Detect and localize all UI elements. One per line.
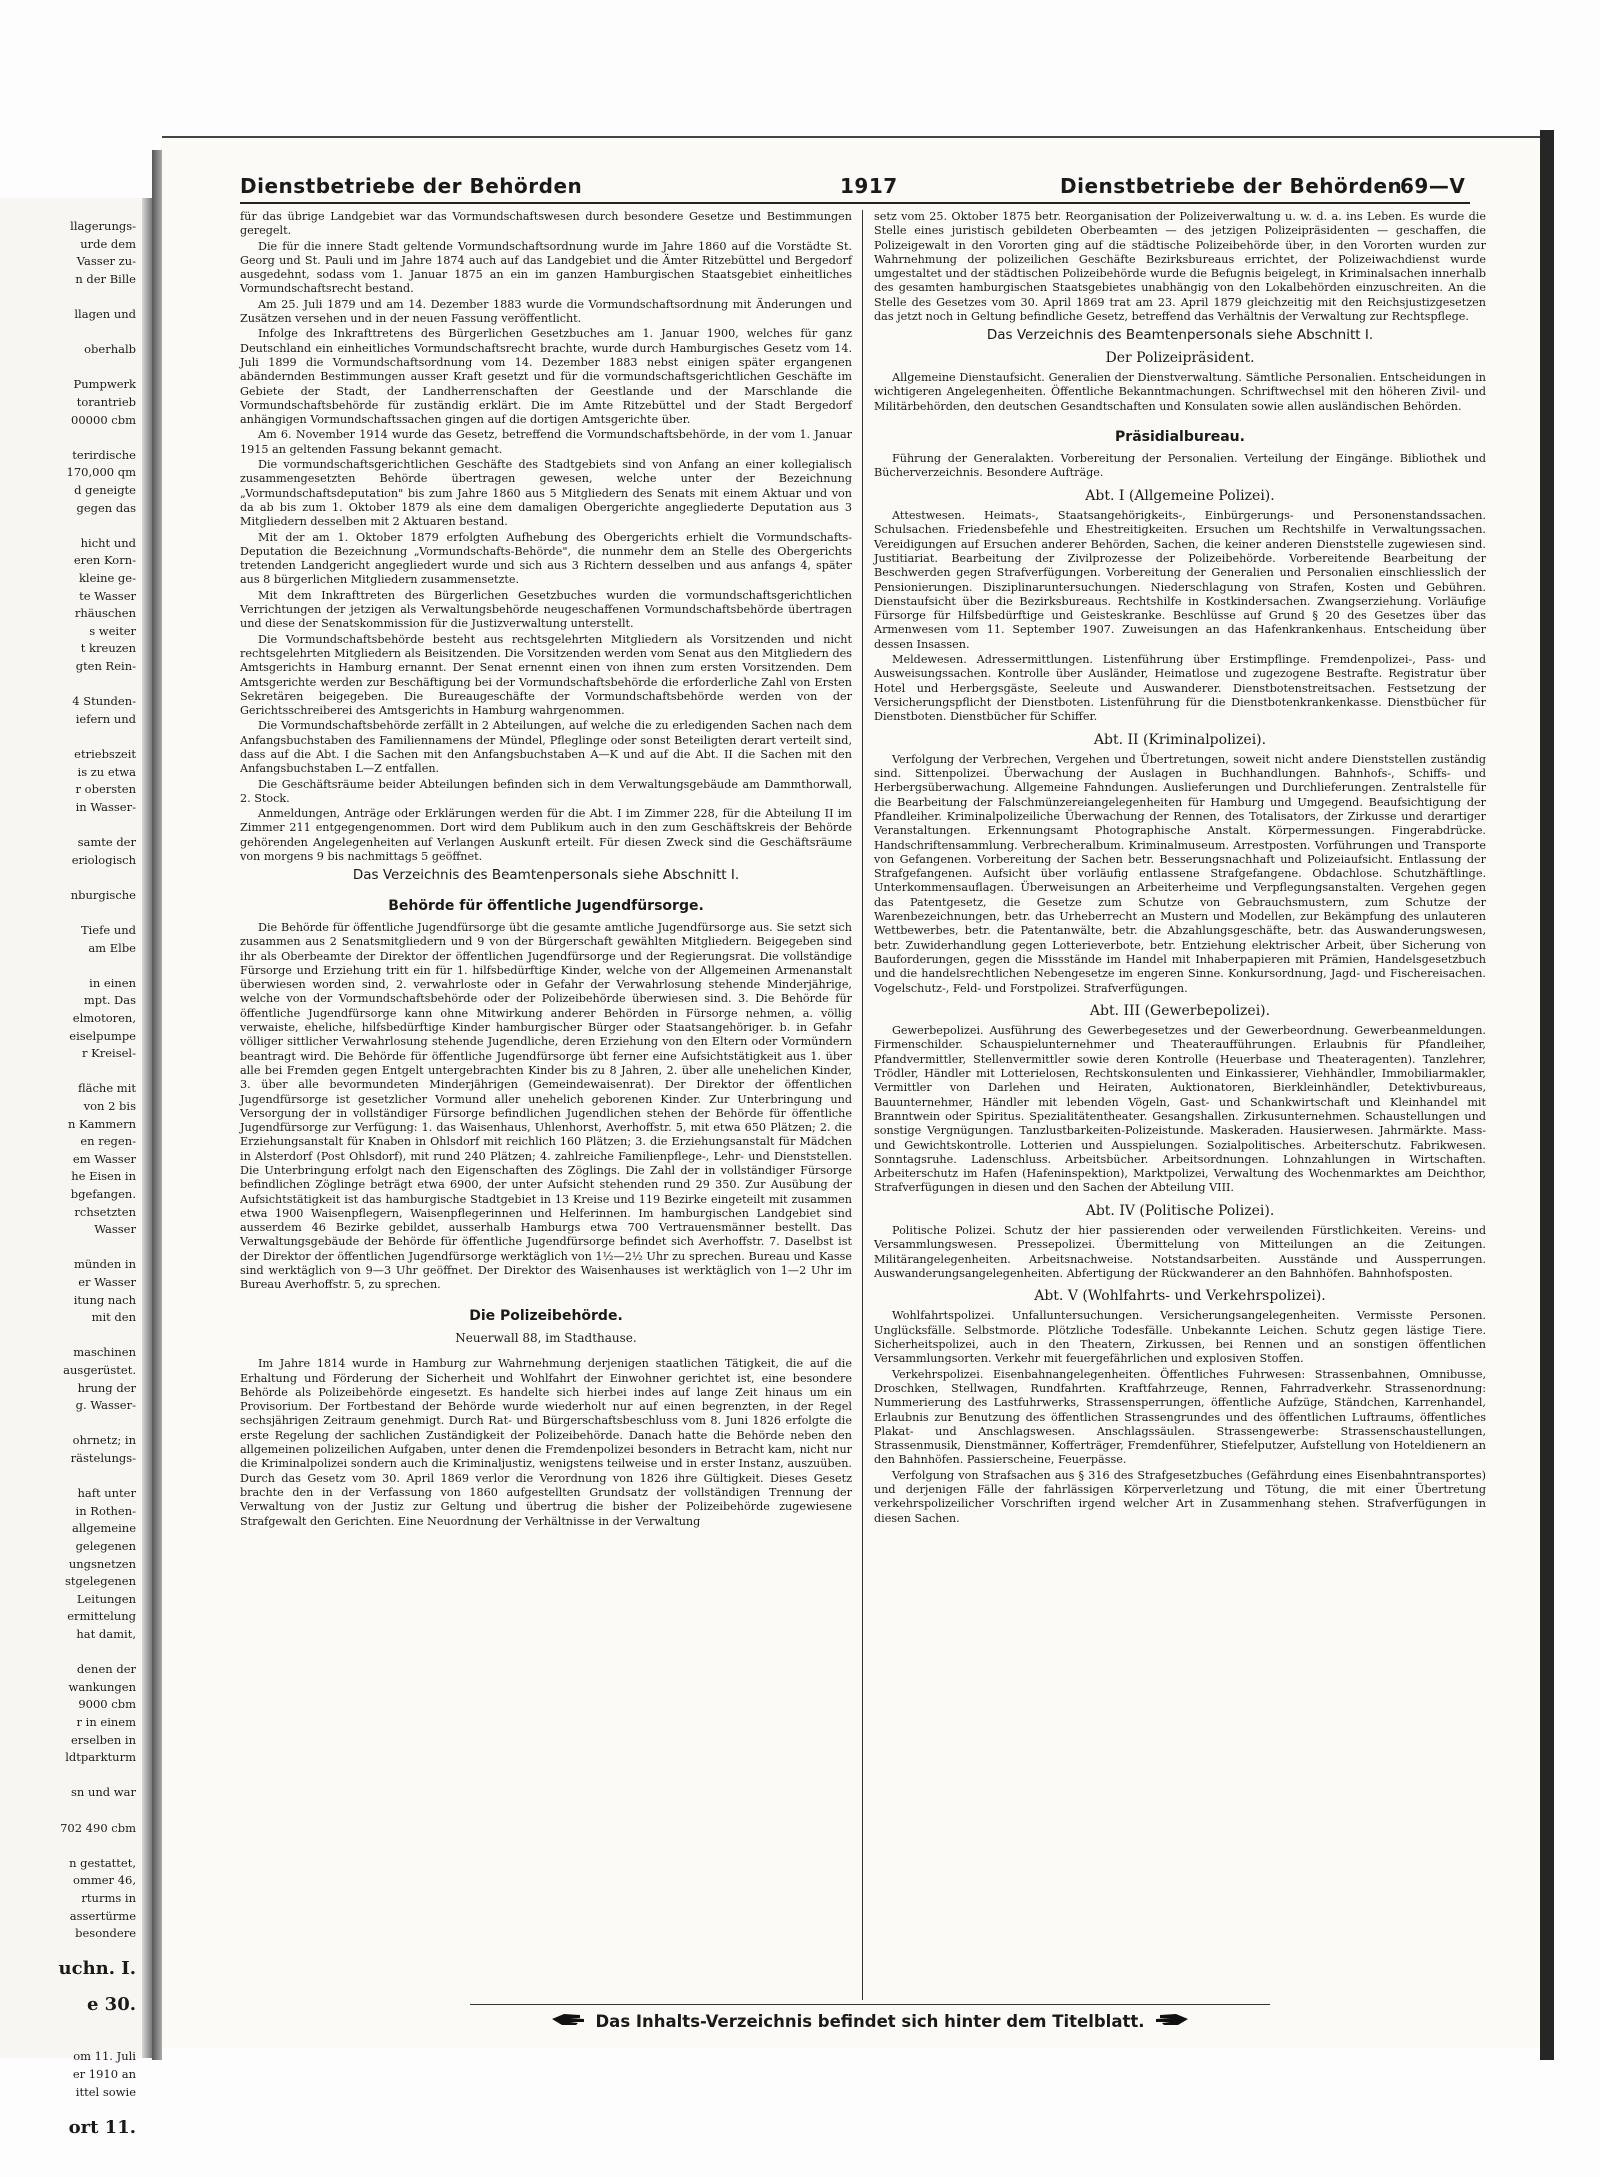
sliver-line: Wasser xyxy=(94,1222,136,1237)
footer-note xyxy=(470,2004,1270,2039)
section-heading: Präsidialbureau. xyxy=(1115,428,1245,445)
subsection-heading: Abt. I (Allgemeine Polizei). xyxy=(1085,487,1275,504)
sliver-line: ittel sowie xyxy=(75,2084,136,2099)
sliver-line: elmotoren, xyxy=(72,1011,136,1025)
sliver-line: mpt. Das xyxy=(83,993,136,1008)
paragraph: Verkehrspolizei. Eisenbahnangelegenheiten. Öffentliches Fuhrwesen: Strassenbahnen, Omnibusse, Droschken, Stellwagen, Rundfahrten. Kraftfahrzeuge, Rennen, Fahrradverkehr. Strassenordnung: Nummerierung des Lastfuhrwerks, Strassensperrungen, öffentliche Aufzüge, Ständchen, Karrenhandel, Erlaubnis zur Benutzung des öffentlichen Strassengrundes und des öffentlichen Luftraums, öffentliches Plakat- und Anschlagswesen. Anschlagssäulen. Strassengewerbe: Strassenschaustellungen, Strassenmusik, Dienstmänner, Kofferträger, Fremdenführer, Stiefelputzer, Aufstellung von Hoteldienern an den Bahnhöfen. Passierscheine, Feuerpässe. xyxy=(874,1367,1486,1467)
sliver-line: torantrieb xyxy=(76,395,136,409)
sliver-line: hicht und xyxy=(80,535,136,550)
previous-page-sliver xyxy=(0,198,153,2138)
paragraph: Verfolgung von Strafsachen aus § 316 des Strafgesetzbuches (Gefährdung eines Eisenbahntransportes) und derjenigen Fälle der fahrlässigen Körperverletzung und Tötung, die mit einer Übertretung verkehrspolizeilicher Vorschriften irgend welcher Art in Zusammenhang stehen. Strafverfügungen in diesen Sachen. xyxy=(874,1468,1486,1525)
sliver-line: mit den xyxy=(91,1310,136,1325)
sliver-line: s weiter xyxy=(89,623,136,638)
sliver-line: rhäuschen xyxy=(74,606,136,621)
sliver-line: ommer 46, xyxy=(73,1873,136,1888)
sliver-line: he Eisen in xyxy=(71,1169,136,1184)
sliver-line: Vasser zu- xyxy=(76,254,136,269)
column-divider xyxy=(862,210,863,2000)
sliver-line: r Kreisel- xyxy=(82,1046,136,1061)
sliver-line: sn und war xyxy=(71,1785,136,1800)
sliver-line: in Wasser- xyxy=(75,799,136,814)
paragraph: Die vormundschaftsgerichtlichen Geschäfte des Stadtgebiets sind von Anfang an einer kollegialisch zusammengesetzten Behörde übertragen gewesen, welche unter der Bezeichnung „Vormundschaftsdeputation" bis zum Jahre 1860 aus 5 Mitgliedern des Senats mit einem Aktuar und von da ab bis zum 1. Oktober 1879 als eine dem damaligen Obergerichte angegliederte Deputation aus 3 Mitgliedern desselben mit 2 Aktuaren bestand. xyxy=(240,458,852,529)
reference-note: Das Verzeichnis des Beamtenpersonals siehe Abschnitt I. xyxy=(352,867,740,884)
sliver-line: ohrnetz; in xyxy=(72,1433,136,1448)
sliver-line: em Wasser xyxy=(72,1151,136,1166)
sliver-line: erselben in xyxy=(70,1732,136,1747)
sliver-line: stgelegenen xyxy=(65,1574,136,1589)
sliver-line: urde dem xyxy=(80,236,136,251)
sliver-line: om 11. Juli xyxy=(73,2049,136,2064)
paragraph: Gewerbepolizei. Ausführung des Gewerbegesetzes und der Gewerbeordnung. Gewerbeanmeldungen. Firmenschilder. Schauspielunternehmer und Theateraufführungen. Erlaubnis für Pfandleiher, Pfandvermittler, Stellenvermittler sowie deren Kontrolle (Heuerbase und Theateragenten). Tanzlehrer, Trödler, Händler mit Lotterielosen, Rechtskonsulenten und Einkassierer, Viehhändler, Immobiliarmakler, Vermittler von Darlehen und Heiraten, Auktionatoren, Bierkleinhändler, Detektivbureaus, Bauunternehmer, Händler mit lebenden Vögeln, Gast- und Schankwirtschaft und Kleinhandel mit Branntwein oder Spiritus. Spezialitätentheater. Gesangshallen. Zirkusunternehmen. Schaustellungen und sonstige Vergnügungen. Tanzlustbarkeiten-Polizeistunde. Maskeraden. Hausierwesen. Jahrmärkte. Mass- und Gewichtskontrolle. Lotterien und Ausspielungen. Sozialpolitisches. Arbeiterschutz. Fabrikwesen. Sonntagsruhe. Ladenschluss. Arbeitsbücher. Arbeitsordnungen. Lohnzahlungen in Wirtschaften. Arbeiterschutz im Hafen (Hafeninspektion), Marktpolizei, Verwaltung des Wochenmarktes am Deichthor, Strafverfügungen in diesen und den Sachen der Abteilung VIII. xyxy=(874,1024,1486,1195)
paragraph: Infolge des Inkrafttretens des Bürgerlichen Gesetzbuches am 1. Januar 1900, welches für ganz Deutschland ein einheitliches Vormundschaftsrecht brachte, wurde durch Hamburgisches Gesetz vom 14. Juli 1899 die Vormundschaftsordnung vom 14. Dezember 1883 nebst einigen später ergangenen abändernden Bestimmungen ausser Kraft gesetzt und für die vormundschaftsgerichtlichen Geschäfte im Gebiete der Stadt, der Landherrenschaften der Geestlande und der Marschlande die Vormundschaftsbehörde für zuständig erklärt. Die im Amte Ritzebüttel und der Stadt Bergedorf anhängigen Vormundschaftssachen gingen auf die dortigen Amtsgerichte über. xyxy=(240,327,852,427)
sliver-line: gegen das xyxy=(76,500,136,515)
sliver-line: von 2 bis xyxy=(83,1099,136,1113)
paragraph: Verfolgung der Verbrechen, Vergehen und Übertretungen, soweit nicht andere Dienststellen zuständig sind. Sittenpolizei. Überwachung der Auslagen in Buchhandlungen. Bahnhofs-, Schiffs- und Herbergsüberwachung. Allgemeine Fahndungen. Auslieferungen und Durchlieferungen. Zentralstelle für die Bearbeitung der Falschmünzereiangelegenheiten für Hamburg und Umgegend. Beaufsichtigung der Pfandleiher. Kriminalpolizeiliche Überwachung der Rennen, des Totalisators, der Zirkusse und derartiger Veranstaltungen. Erkennungsamt Photographische Anstalt. Körpermessungen. Fingerabdrücke. Handschriftensammlung. Verbrecheralbum. Kriminalmuseum. Arrestposten. Vorführungen und Transporte von Gefangenen. Vorbereitung der Sachen betr. Besserungsnachhaft und Polizeiaufsicht. Entlassung der Strafgefangenen. Aufsicht über vorläufig entlassene Strafgefangene. Obdachlose. Schutzhäftlinge. Unterkommensauflagen. Überweisungen an Arbeiterheime und Verpflegungsanstalten. Vergehen gegen das Patentgesetz, die Gesetze zum Schutze von Gebrauchsmustern, zum Schutze der Warenbezeichnungen, betr. das Urheberrecht an Mustern und Modellen, zur Bekämpfung des unlauteren Wettbewerbes, betr. die Patentanwälte, betr. die Abzahlungsgeschäfte, betr. das Auswanderungswesen, betr. Zuwiderhandlung gegen Lotterieverbote, betr. Entziehung elektrischer Arbeit, über Sicherung von Bauforderungen, gegen die Missstände im Handel mit Inhaberpapieren mit Prämien, Handelsgesetzbuch und die handelsrechtlichen Nebengesetze im engeren Sinne. Konkursordnung, Jagd- und Fischereisachen. Vogelschutz-, Feld- und Forstpolizei. Strafverfügungen. xyxy=(874,752,1486,995)
sliver-line: samte der xyxy=(77,835,136,849)
sliver-line: en regen- xyxy=(80,1134,136,1149)
sliver-line: denen der xyxy=(76,1662,136,1677)
sliver-line: 170,000 qm xyxy=(66,465,136,480)
subsection-heading: Abt. III (Gewerbepolizei). xyxy=(1089,1002,1271,1019)
sliver-line: maschinen xyxy=(73,1345,136,1360)
paragraph: Meldewesen. Adressermittlungen. Listenführung über Erstimpflinge. Fremdenpolizei-, Pass- und Ausweisungssachen. Kontrolle über Ausländer, Heimatlose und zugezogene Bestrafte. Registratur über Hotel und Herbergsgäste, Seeleute und Auswanderer. Dienstbotenstreitsachen. Festsetzung der Versicherungspflicht der Dienstboten. Listenführung für die Dienstbotenkrankenkasse. Dienstbücher für Dienstboten. Dienstbücher für Schiffer. xyxy=(874,653,1486,724)
book-gutter xyxy=(152,150,162,2060)
subsection-heading: Abt. IV (Politische Polizei). xyxy=(1085,1202,1275,1219)
pointing-hand-left-icon xyxy=(1150,2006,1190,2040)
running-header xyxy=(240,170,1470,204)
sliver-line: etriebszeit xyxy=(74,747,136,761)
sliver-line: itung nach xyxy=(73,1292,136,1307)
sliver-line: iefern und xyxy=(75,711,136,726)
sliver-line: te Wasser xyxy=(79,588,136,603)
sliver-line: fläche mit xyxy=(77,1081,136,1096)
sliver-line: er Wasser xyxy=(78,1275,136,1289)
sliver-line: gelegenen xyxy=(75,1539,136,1553)
sliver-line: eriologisch xyxy=(71,852,136,867)
sliver-line: Leitungen xyxy=(76,1591,136,1606)
sliver-line: e 30. xyxy=(86,1993,136,2015)
paragraph: Anmeldungen, Anträge oder Erklärungen werden für die Abt. I im Zimmer 228, für die Abteilung II im Zimmer 211 entgegengenommen. Dort wird dem Publikum auch in den zum Geschäftskreis der Behörde gehörenden Angelegenheiten auf Verlangen Auskunft erteilt. Für diesen Zweck sind die Geschäftsräume von morgens 9 bis nachmittags 5 geöffnet. xyxy=(240,807,852,864)
sliver-line: ldtparkturm xyxy=(65,1750,136,1765)
subsection-heading: Der Polizeipräsident. xyxy=(1105,349,1255,366)
paragraph: Am 6. November 1914 wurde das Gesetz, betreffend die Vormundschaftsbehörde, in der vom 1. Januar 1915 an geltenden Fassung bekannt gemacht. xyxy=(240,428,852,456)
sliver-line: llagen und xyxy=(74,307,136,321)
sliver-line: terirdische xyxy=(72,447,136,462)
sliver-line: 4 Stunden- xyxy=(72,694,136,709)
sliver-line: wankungen xyxy=(68,1679,136,1694)
paragraph: Die Geschäftsräume beider Abteilungen befinden sich in dem Verwaltungsgebäude am Dammthorwall, 2. Stock. xyxy=(240,777,852,805)
paragraph: setz vom 25. Oktober 1875 betr. Reorganisation der Polizeiverwaltung u. w. d. a. ins Leben. Es wurde die Stelle eines juristisch gebildeten Oberbeamten — des jetzigen Polizeipräsidenten — geschaffen, die Polizeigewalt in den Vororten ging auf die städtische Polizeibehörde über, in den Vororten wurden zur Wahrnehmung der polizeilichen Geschäfte Bezirksbureaus errichtet, der Polizeiwachdienst wurde umgestaltet und der städtischen Polizeibehörde wurde die Befugnis beigelegt, in Kriminalsachen innerhalb des gesamten hamburgischen Staatsgebietes unabhängig von den Lokalbehörden einzuschreiten. An die Stelle des Gesetzes vom 30. April 1869 trat am 23. April 1879 gleichzeitig mit den Reichsjustizgesetzen das jetzt noch in Geltung befindliche Gesetz, betreffend das Verhältnis der Verwaltung zur Rechtspflege. xyxy=(874,210,1486,324)
page-number: 69—V xyxy=(1400,174,1466,198)
paragraph: Die Vormundschaftsbehörde besteht aus rechtsgelehrten Mitgliedern als Vorsitzenden und nicht rechtsgelehrten Mitgliedern als Beisitzenden. Die Vorsitzenden werden vom Senat aus den Mitgliedern des Amtsgerichts in Hamburg ernannt. Der Senat ernennt einen von ihnen zum ersten Vorsitzenden. Dem Amtsgerichte werden zur Beschäftigung bei der Vormundschaftsbehörde die erforderliche Zahl von Ersten Sekretären beigegeben. Die Bureaugeschäfte der Vormundschaftsbehörde werden von der Gerichtsschreiberei des Amtsgerichts in Hamburg wahrgenommen. xyxy=(240,632,852,718)
sliver-line: n gestattet, xyxy=(69,1855,136,1870)
footer-text: Das Inhalts-Verzeichnis befindet sich hinter dem Titelblatt. xyxy=(595,2012,1145,2031)
sliver-line: t kreuzen xyxy=(80,641,136,656)
subsection-heading: Abt. II (Kriminalpolizei). xyxy=(1093,731,1267,748)
sliver-line: 9000 cbm xyxy=(78,1697,136,1712)
header-left-title: Dienstbetriebe der Behörden xyxy=(240,174,583,198)
paragraph: Attestwesen. Heimats-, Staatsangehörigkeits-, Einbürgerungs- und Personenstandssachen. Schulsachen. Friedensbefehle und Ehestreitigkeiten. Ersuchen um Rechtshilfe in Verwaltungssachen. Vereidigungen auf Ersuchen anderer Behörden, Sachen, die keiner anderen Dienststelle zugewiesen sind. Justitiariat. Bearbeitung der Zivilprozesse der Polizeibehörde. Vorbereitende Bearbeitung der Beschwerden gegen Strafverfügungen. Vorbereitung der Generalien und Personalien einschliesslich der Pensionierungen. Disziplinaruntersuchungen. Niederschlagung von Strafen, Kosten und Gebühren. Dienstaufsicht über die Bezirksbureaus. Rechtshilfe in Kostkindersachen. Zwangserziehung. Vorläufige Fürsorge für Hilfsbedürftige und Geisteskranke. Beschlüsse auf Grund § 20 des Gesetzes über das Armenwesen vom 11. September 1907. Zuweisungen an das Hafenkrankenhaus. Entscheidung über dessen Insassen. xyxy=(874,509,1486,651)
sliver-line: nburgische xyxy=(70,887,136,902)
section-heading: Die Polizeibehörde. xyxy=(469,1307,623,1324)
header-year: 1917 xyxy=(840,174,898,198)
sliver-line: r obersten xyxy=(75,782,136,797)
sliver-line: llagerungs- xyxy=(70,219,136,233)
paragraph: für das übrige Landgebiet war das Vormundschaftswesen durch besondere Gesetze und Bestimmungen geregelt. xyxy=(240,210,852,238)
sliver-line: er 1910 an xyxy=(72,2067,136,2081)
paragraph: Mit dem Inkrafttreten des Bürgerlichen Gesetzbuches wurden die vormundschaftsgerichtlichen Verrichtungen der jetzigen als Verwaltungsbehörde neugeschaffenen Vormundschaftsbehörde übertragen und diese der Senatskommission für die Justizverwaltung unterstellt. xyxy=(240,588,852,631)
sliver-line: ort 11. xyxy=(68,2116,136,2138)
sliver-line: rchsetzten xyxy=(74,1204,136,1219)
sliver-line: d geneigte xyxy=(74,483,136,497)
paragraph: Die Behörde für öffentliche Jugendfürsorge übt die gesamte amtliche Jugendfürsorge aus. Sie setzt sich zusammen aus 2 Senatsmitgliedern und 9 von der Bürgerschaft gewählten Mitgliedern. Beigegeben sind ihr als Oberbeamte der Direktor der öffentlichen Jugendfürsorge und der Regierungsrat. Die vollständige Fürsorge und Erziehung tritt ein für 1. hilfsbedürftige Kinder, welche von der Allgemeinen Armenanstalt überwiesen worden sind, 2. verwahrloste oder in Gefahr der Verwahrlosung stehende Minderjährige, welche von der Vormundschaftsbehörde oder der Polizeibehörde überwiesen sind. 3. Die Behörde für öffentliche Jugendfürsorge kann ohne Mitwirkung anderer Behörden in Fürsorge nehmen, a. völlig verwaiste, eheliche, hilfsbedürftige Kinder hamburgischer Bürger oder Staatsangehöriger. b. in Gefahr völliger sittlicher Verwahrlosung stehende Jugendliche, deren Erziehung von den Eltern oder Vormündern beantragt wird. Die Behörde für öffentliche Jugendfürsorge übt ferner eine Aufsichtstätigkeit aus 1. über alle bei Fremden gegen Entgelt untergebrachten Kinder bis zu 8 Jahren, 2. über alle unehelichen Kinder, 3. über alle bevormundeten Minderjährigen (Gemeindewaisenrat). Der Direktor der öffentlichen Jugendfürsorge ist gesetzlicher Vormund aller unehelich geborenen Kinder. Zur Unterbringung und Versorgung der in vollständiger Fürsorge befindlichen Jugendlichen stehen der Behörde für öffentliche Jugendfürsorge zur Verfügung: 1. das Waisenhaus, Uhlenhorst, Averhoffstr. 5, mit etwa 650 Plätzen; 2. die Erziehungsanstalt für Knaben in Ohlsdorf mit reichlich 160 Plätzen; 3. die Erziehungsanstalt für Mädchen in Alsterdorf (Post Ohlsdorf), mit rund 240 Plätzen; 4. zahlreiche Familienpflege-, Lehr- und Dienststellen. Die Unterbringung erfolgt nach den Eigenschaften des Zöglings. Die Zahl der in vollständiger Fürsorge befindlichen Zöglinge beträgt etwa 6900, der unter Aufsicht stehenden rund 29 350. Zur Ausübung der Aufsichtstätigkeit ist das hamburgische Stadtgebiet in 13 Kreise und 119 Bezirke eingeteilt mit zusammen etwa 1900 Waisenpflegern, Waisenpflegerinnen und Helferinnen. Im hamburgischen Landgebiet sind ausserdem 46 Bezirke gebildet, ausserhalb Hamburgs etwa 700 Vertrauensmänner bestellt. Das Verwaltungsgebäude der Behörde für öffentliche Jugendfürsorge befindet sich Averhoffstr. 7. Daselbst ist der Direktor der öffentlichen Jugendfürsorge werktäglich von 1½—2½ Uhr zu sprechen. Bureau und Kasse sind werktäglich von 9—3 Uhr geöffnet. Der Direktor des Waisenhauses ist werktäglich von 1—2 Uhr im Bureau Averhoffstr. 5, zu sprechen. xyxy=(240,920,852,1292)
sliver-line: in einen xyxy=(89,975,136,990)
sliver-line: münden in xyxy=(73,1257,136,1272)
sliver-line: eiselpumpe xyxy=(69,1028,136,1043)
sliver-line: allgemeine xyxy=(72,1521,136,1536)
right-column xyxy=(874,210,1486,2010)
scanner-edge xyxy=(1540,130,1554,2060)
sliver-line: gten Rein- xyxy=(75,659,136,673)
header-right-title: Dienstbetriebe der Behörden xyxy=(1060,174,1403,198)
sliver-line: n der Bille xyxy=(75,271,136,286)
sliver-line: uchn. I. xyxy=(58,1958,136,1980)
sliver-line: ausgerüstet. xyxy=(63,1363,136,1377)
sliver-line: kleine ge- xyxy=(78,571,136,585)
address-line: Neuerwall 88, im Stadthause. xyxy=(455,1330,637,1345)
page-fold-shadow xyxy=(142,198,152,2058)
paragraph: Im Jahre 1814 wurde in Hamburg zur Wahrnehmung derjenigen staatlichen Tätigkeit, die auf die Erhaltung und Förderung der Sicherheit und Wohlfahrt der Einwohner gerichtet ist, eine besondere Behörde als Polizeibehörde eingesetzt. Es handelte sich hierbei indes auf lange Zeit hinaus um ein Provisorium. Der Fortbestand der Behörde wurde wiederholt nur auf einen begrenzten, in der Regel sechsjährigen Zeitraum genehmigt. Durch Rat- und Bürgerschaftsbeschluss vom 8. Juni 1826 erfolgte die erste Regelung der sachlichen Zuständigkeit der Polizeibehörde. Danach hatte die Behörde neben den allgemeinen polizeilichen Aufgaben, unter denen die Fremdenpolizei besonders in Betracht kam, nicht nur die Kriminalpolizei sondern auch die Kriminaljustiz, wenigstens teilweise und in erster Instanz, auszuüben. Durch das Gesetz vom 30. April 1869 verlor die Verordnung von 1826 ihre Gültigkeit. Dieses Gesetz brachte den in der Verfassung von 1860 aufgestellten Grundsatz der vollständigen Trennung der Verwaltung von der Justiz zur Geltung und übertrug die bisher der Polizeibehörde zugewiesene Strafgewalt den Gerichten. Eine Neuordnung der Verhältnisse in der Verwaltung xyxy=(240,1357,852,1528)
sliver-line: 00000 cbm xyxy=(71,412,136,427)
paragraph: Führung der Generalakten. Vorbereitung der Personalien. Verteilung der Eingänge. Bibliothek und Bücherverzeichnis. Besondere Aufträge. xyxy=(874,452,1486,480)
sliver-line: besondere xyxy=(75,1926,136,1941)
sliver-line: Tiefe und xyxy=(80,923,136,937)
sliver-line: rästelungs- xyxy=(70,1451,136,1465)
sliver-line: Pumpwerk xyxy=(73,377,136,392)
sliver-line: is zu etwa xyxy=(77,764,136,779)
paragraph: Die Vormundschaftsbehörde zerfällt in 2 Abteilungen, auf welche die zu erledigenden Sachen nach dem Anfangsbuchstaben des Familiennamens der Mündel, Pfleglinge oder sonst Beteiligten derart verteilt sind, dass auf die Abt. I die Sachen mit den Anfangsbuchstaben A—K und auf die Abt. II die Sachen mit den Anfangsbuchstaben L—Z entfallen. xyxy=(240,719,852,776)
subsection-heading: Abt. V (Wohlfahrts- und Verkehrspolizei). xyxy=(1034,1288,1326,1305)
paragraph: Politische Polizei. Schutz der hier passierenden oder verweilenden Fürstlichkeiten. Vereins- und Versammlungswesen. Pressepolizei. Übermittelung von Mitteilungen an die Zeitungen. Militärangelegenheiten. Arbeitsnachweise. Notstandsarbeiten. Ausstände und Aussperrungen. Auswanderungsangelegenheiten. Abfertigung der Rückwanderer an den Bahnhöfen. Bahnhofsposten. xyxy=(874,1224,1486,1280)
sliver-line: g. Wasser- xyxy=(75,1398,136,1413)
sliver-line: rturms in xyxy=(81,1891,136,1905)
paragraph: Allgemeine Dienstaufsicht. Generalien der Dienstverwaltung. Sämtliche Personalien. Entscheidungen in wichtigeren Angelegenheiten. Öffentliche Bekanntmachungen. Schriftwechsel mit den höheren Zivil- und Militärbehörden, den deutschen Gesandtschaften und Konsulaten sowie allen ausländischen Behörden. xyxy=(874,370,1486,413)
sliver-line: oberhalb xyxy=(84,342,136,357)
sliver-line: am Elbe xyxy=(88,940,136,955)
sliver-line: in Rothen- xyxy=(75,1503,136,1518)
section-heading: Behörde für öffentliche Jugendfürsorge. xyxy=(388,897,704,914)
sliver-line: r in einem xyxy=(76,1715,136,1729)
sliver-line: 702 490 cbm xyxy=(60,1820,136,1835)
left-column xyxy=(240,210,852,1730)
paragraph: Die für die innere Stadt geltende Vormundschaftsordnung wurde im Jahre 1860 auf die Vorstädte St. Georg und St. Pauli und im Jahre 1874 auch auf das Landgebiet und die Ämter Ritzebüttel und Bergedorf ausgedehnt, sodass vom 1. Januar 1875 an ein im ganzen Hamburgischen Staatsgebiet einheitliches Vormundschaftsrecht bestand. xyxy=(240,239,852,296)
pointing-hand-icon xyxy=(550,2006,590,2040)
sliver-line: bgefangen. xyxy=(70,1187,136,1201)
sliver-line: n Kammern xyxy=(67,1116,136,1131)
reference-note: Das Verzeichnis des Beamtenpersonals siehe Abschnitt I. xyxy=(986,327,1374,344)
sliver-line: ungsnetzen xyxy=(68,1556,136,1571)
paragraph: Am 25. Juli 1879 und am 14. Dezember 1883 wurde die Vormundschaftsordnung mit Änderungen und Zusätzen versehen und in der neuen Fassung veröffentlicht. xyxy=(240,297,852,326)
sliver-line: haft unter xyxy=(77,1486,136,1501)
paragraph: Mit der am 1. Oktober 1879 erfolgten Aufhebung des Obergerichts erhielt die Vormundschafts-Deputation die Bezeichnung „Vormundschafts-Behörde", die nunmehr dem an Stelle des Obergerichts tretenden Landgericht angegliedert wurde und sich aus 3 Richtern desselben und aus anfangs 4, später aus 8 bürgerlichen Mitgliedern zusammensetzte. xyxy=(240,530,852,587)
sliver-line: hat damit, xyxy=(76,1627,136,1641)
sliver-line: assertürme xyxy=(69,1908,136,1923)
paragraph: Wohlfahrtspolizei. Unfalluntersuchungen. Versicherungsangelegenheiten. Vermisste Personen. Unglücksfälle. Selbstmorde. Plötzliche Todesfälle. Unbekannte Leichen. Schutz gegen lästige Tiere. Sicherheitspolizei, auch in den Theatern, Zirkussen, bei Rennen und an sonstigen öffentlichen Versammlungsorten. Verkehr mit feuergefährlichen und explosiven Stoffen. xyxy=(874,1309,1486,1366)
sliver-line: eren Korn- xyxy=(73,553,136,568)
sliver-line: ermittelung xyxy=(67,1609,136,1624)
sliver-line: hrung der xyxy=(77,1380,136,1395)
